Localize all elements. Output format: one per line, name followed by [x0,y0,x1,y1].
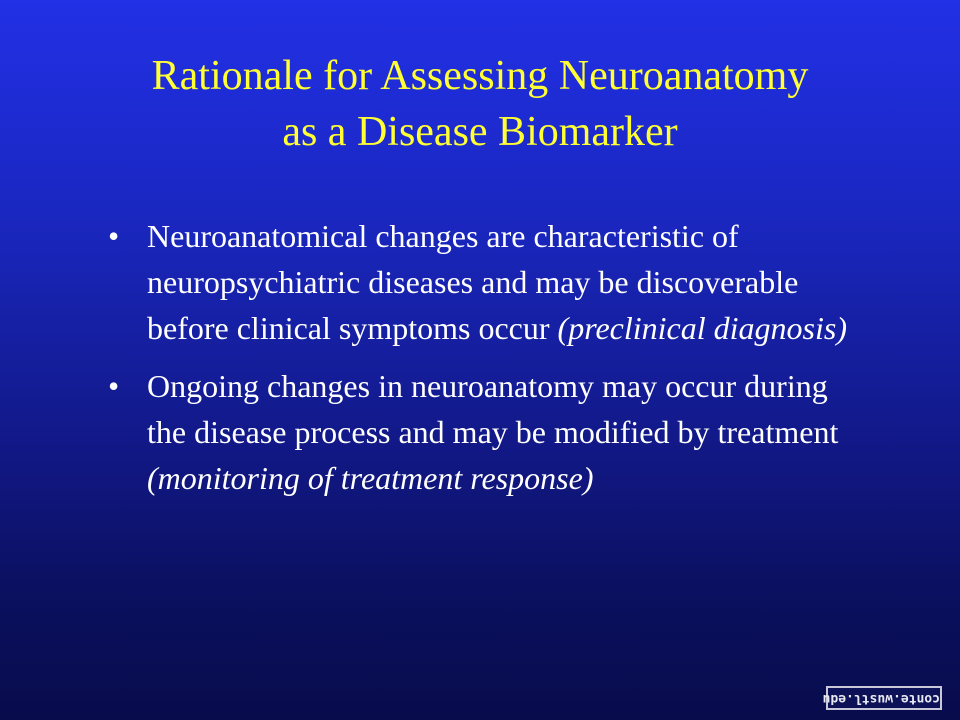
watermark-stamp [822,686,942,710]
bullet-emphasis: (preclinical diagnosis) [557,310,847,346]
bullet-icon: • [108,218,120,254]
bullet-item-treatment-response [108,363,868,501]
slide-title-line-1: Rationale for Assessing Neuroanatomy [151,53,809,99]
slide-title-line-2: as a Disease Biomarker [282,109,678,155]
bullet-icon: • [108,368,120,404]
watermark-text: conte.wustl.edu [822,691,940,706]
bullet-item-preclinical-diagnosis [108,213,868,351]
bullet-text: Ongoing changes in neuroanatomy may occur during the disease process and may be modified by treatment [147,368,839,450]
slide-title [60,48,900,160]
bullet-list [108,213,868,513]
bullet-emphasis: (monitoring of treatment response) [147,460,594,496]
bullet-text: Neuroanatomical changes are characteristic of neuropsychiatric diseases and may be discoverable before clinical symptoms occur [147,218,799,346]
